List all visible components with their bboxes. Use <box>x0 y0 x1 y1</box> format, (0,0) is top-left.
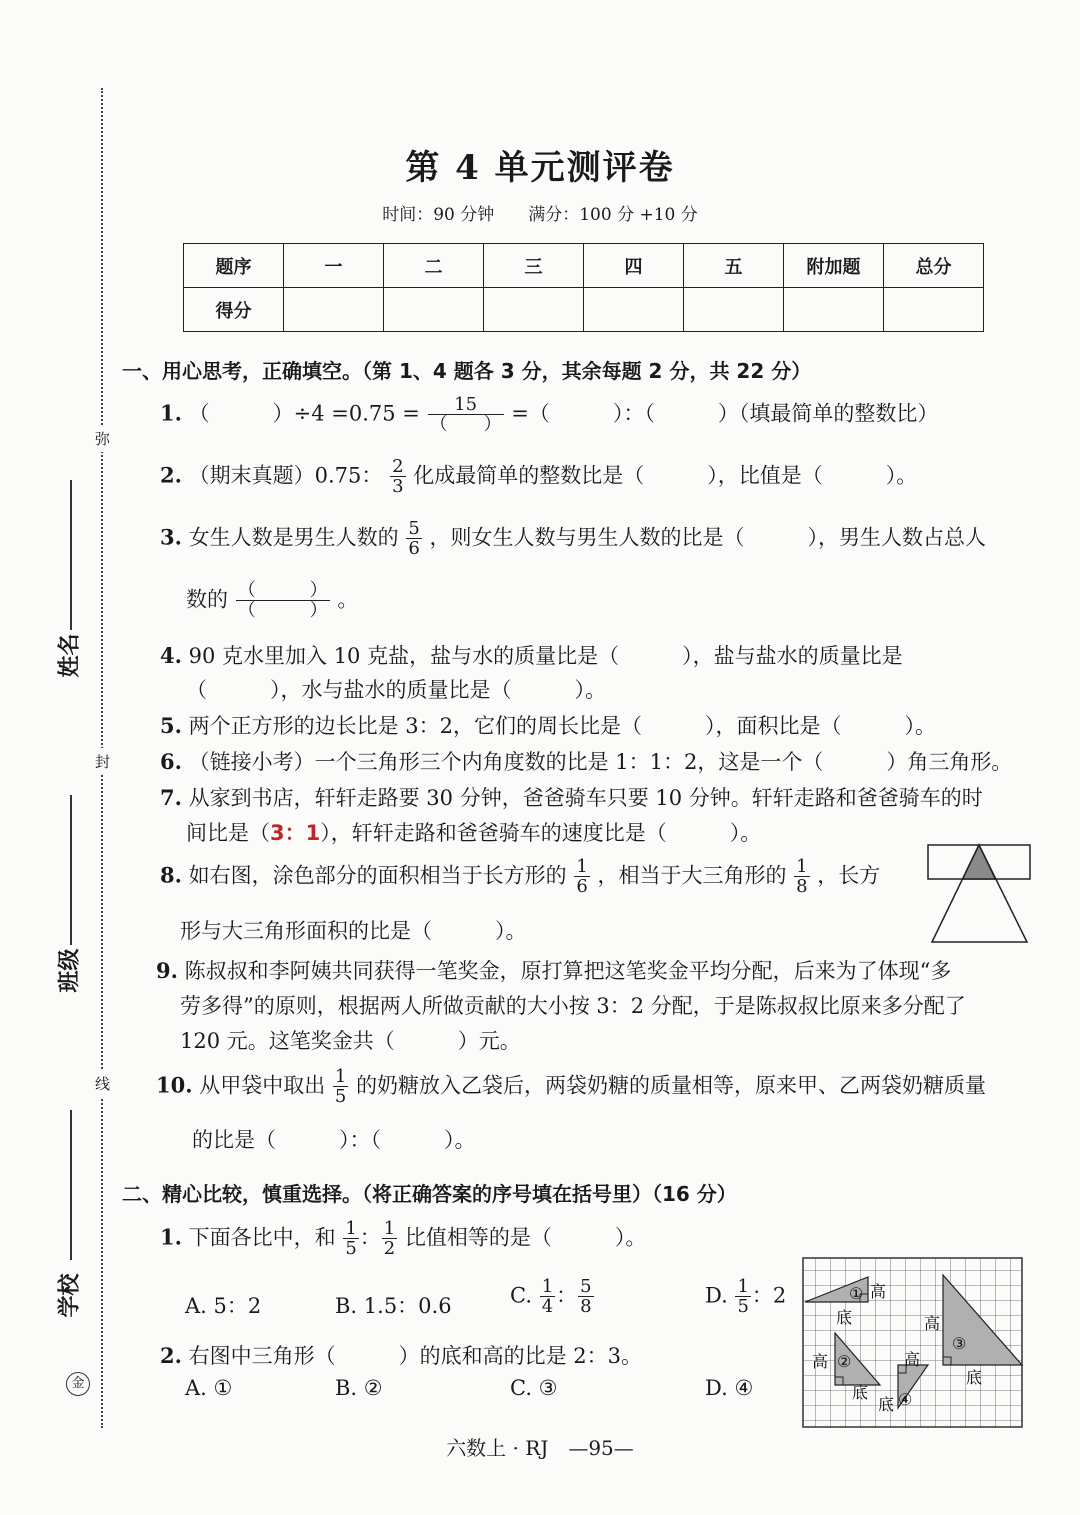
question-text: 女生人数是男生人数的 <box>188 525 399 550</box>
fraction <box>428 396 504 434</box>
header-cell: 二 <box>384 244 484 288</box>
question-1-10 <box>156 1068 986 1106</box>
question-text: =（ ）：（ ）（填最简单的整数比） <box>511 401 939 426</box>
question-text: ，则女生人数与男生人数的比是（ ），男生人数占总人 <box>429 525 986 550</box>
fraction <box>794 858 809 896</box>
section-2-heading: 二、精心比较，慎重选择。（将正确答案的序号填在括号里）（16 分） <box>122 1182 737 1206</box>
question-1-7-cont <box>186 817 761 847</box>
question-number: 10. <box>156 1072 193 1098</box>
denominator: 6 <box>576 876 588 897</box>
question-text: 右图中三角形（ ）的底和高的比是 2：3。 <box>188 1344 643 1368</box>
header-cell: 附加题 <box>784 244 884 288</box>
ratio-colon: ： <box>359 1225 381 1250</box>
question-number: 4. <box>160 643 182 668</box>
option-b[interactable]: B. ② <box>335 1376 383 1400</box>
triangle-2-label: ② <box>837 1352 852 1371</box>
exam-info: 时间：90 分钟 满分：100 分 +10 分 <box>382 205 698 225</box>
fraction <box>578 1278 593 1316</box>
header-cell: 四 <box>584 244 684 288</box>
numerator: （ ） <box>237 580 328 601</box>
numerator: 1 <box>737 1276 749 1297</box>
question-text: 比值相等的是（ ）。 <box>404 1225 647 1250</box>
denominator: 5 <box>737 1296 749 1317</box>
base-label: 底 <box>836 1308 853 1327</box>
question-number: 1. <box>160 400 182 426</box>
question-1-9-cont: 劳多得”的原则，根据两人所做贡献的大小按 3：2 分配，于是陈叔叔比原来多分配了 <box>180 994 966 1018</box>
seal-mark-feng: 封 <box>95 748 110 775</box>
name-blank-line <box>70 480 72 630</box>
header-cell: 五 <box>684 244 784 288</box>
numerator: 1 <box>796 856 808 877</box>
publisher-logo: 金 <box>66 1372 90 1396</box>
question-text: 陈叔叔和李阿姨共同获得一笔奖金，原打算把这笔奖金平均分配，后来为了体现“多 <box>184 959 952 983</box>
score-input-cell[interactable] <box>284 288 384 332</box>
ratio-colon: ： <box>556 1283 578 1308</box>
question-text: 从甲袋中取出 <box>199 1073 326 1098</box>
question-number: 2. <box>160 1343 182 1368</box>
denominator: （ ） <box>237 600 328 621</box>
numerator: 1 <box>334 1066 347 1087</box>
question-number: 5. <box>160 713 182 738</box>
question-number: 3. <box>160 524 182 550</box>
option-prefix: C. <box>510 1283 532 1308</box>
question-1-5 <box>160 710 936 740</box>
question-number: 6. <box>160 749 182 774</box>
question-1-9-cont2: 120 元。这笔奖金共（ ）元。 <box>180 1029 521 1053</box>
question-text: 如右图，涂色部分的面积相当于长方形的 <box>188 863 567 888</box>
fraction <box>390 458 405 496</box>
question-1-10-cont: 的比是（ ）：（ ）。 <box>192 1128 476 1152</box>
question-number: 2. <box>160 462 182 488</box>
numerator: 2 <box>392 456 404 477</box>
question-text: ），轩轩走路和爸爸骑车的速度比是（ ）。 <box>320 821 762 845</box>
question-text: 两个正方形的边长比是 3：2，它们的周长比是（ ），面积比是（ ）。 <box>188 714 937 738</box>
question-text: 从家到书店，轩轩走路要 30 分钟，爸爸骑车只要 10 分钟。轩轩走路和爸爸骑车的时 <box>188 786 983 810</box>
triangle-grid-figure <box>800 1255 1025 1430</box>
option-suffix: ：2 <box>751 1283 787 1308</box>
fraction <box>735 1278 750 1316</box>
triangle-1-label: ① <box>849 1284 864 1303</box>
question-text: 的奶糖放入乙袋后，两袋奶糖的质量相等，原来甲、乙两袋奶糖质量 <box>356 1073 987 1098</box>
question-number: 9. <box>156 958 178 983</box>
denominator: 2 <box>383 1238 396 1259</box>
question-text: 间比是（ <box>186 821 270 845</box>
question-text: （期末真题）0.75： <box>188 463 383 488</box>
score-input-cell[interactable] <box>384 288 484 332</box>
page-title: 第 4 单元测评卷 <box>405 148 675 188</box>
header-cell: 总分 <box>884 244 984 288</box>
fraction <box>333 1068 348 1106</box>
score-input-cell[interactable] <box>484 288 584 332</box>
triangle-3-label: ③ <box>952 1334 967 1353</box>
option-d[interactable]: D. ④ <box>705 1376 754 1400</box>
question-text: （ ）÷4 =0.75 = <box>188 401 420 426</box>
question-1-7 <box>160 782 983 812</box>
fraction <box>406 520 421 558</box>
numerator: 1 <box>576 856 588 877</box>
question-number: 8. <box>160 862 182 888</box>
option-c[interactable]: C. ③ <box>510 1376 558 1400</box>
section-1-heading: 一、用心思考，正确填空。（第 1、4 题各 3 分，其余每题 2 分，共 22 分） <box>122 359 812 383</box>
fraction <box>574 858 589 896</box>
question-text: （链接小考）一个三角形三个内角度数的比是 1：1：2，这是一个（ ）角三角形。 <box>188 750 1013 774</box>
height-label: 高 <box>924 1314 941 1333</box>
height-label: 高 <box>812 1352 829 1371</box>
page-footer: 六数上 · RJ —95— <box>446 1436 634 1460</box>
seal-mark-mi: 弥 <box>95 425 110 452</box>
score-input-cell[interactable] <box>584 288 684 332</box>
name-label: 姓名 <box>57 633 83 678</box>
rectangle-triangle-figure <box>925 842 1035 947</box>
handwritten-answer: 3：1 <box>270 821 321 845</box>
question-number: 7. <box>160 785 182 810</box>
question-number: 1. <box>160 1224 182 1250</box>
numerator: 1 <box>345 1218 357 1239</box>
numerator: 1 <box>541 1276 554 1297</box>
header-cell: 三 <box>484 244 584 288</box>
fraction <box>343 1220 358 1258</box>
question-text: 下面各比中，和 <box>188 1225 336 1250</box>
question-1-4-cont: （ ），水与盐水的质量比是（ ）。 <box>186 678 606 702</box>
denominator: 8 <box>580 1296 592 1317</box>
question-1-2 <box>160 458 917 496</box>
triangle-4-label: ④ <box>898 1390 913 1409</box>
option-prefix: D. <box>705 1283 728 1308</box>
base-label: 底 <box>878 1395 895 1414</box>
height-label: 高 <box>904 1350 921 1369</box>
school-label: 学校 <box>57 1273 83 1318</box>
class-label: 班级 <box>57 948 83 993</box>
question-1-3 <box>160 520 986 558</box>
height-label: 高 <box>870 1282 887 1301</box>
numerator: 5 <box>408 518 420 539</box>
question-text: 化成最简单的整数比是（ ），比值是（ ）。 <box>413 463 918 488</box>
question-2-2 <box>160 1340 642 1370</box>
base-label: 底 <box>852 1383 869 1402</box>
numerator: 15 <box>454 394 478 415</box>
score-table-score-row <box>184 288 984 332</box>
numerator: 1 <box>383 1218 396 1239</box>
question-2-1 <box>160 1220 646 1258</box>
question-text: ，长方 <box>817 863 881 888</box>
fraction <box>382 1220 397 1258</box>
question-text: ，相当于大三角形的 <box>597 863 787 888</box>
header-cell: 题序 <box>184 244 284 288</box>
question-1-9 <box>156 955 951 985</box>
school-blank-line <box>70 1110 72 1260</box>
question-1-8 <box>160 858 880 896</box>
score-table <box>183 243 984 332</box>
row-label: 得分 <box>184 288 284 332</box>
score-input-cell[interactable] <box>684 288 784 332</box>
seal-mark-xian: 线 <box>95 1070 110 1097</box>
denominator: 5 <box>345 1238 357 1259</box>
option-d[interactable] <box>705 1278 786 1316</box>
score-table-header-row <box>184 244 984 288</box>
question-1-3-cont <box>186 582 358 620</box>
option-a[interactable]: A. 5：2 <box>185 1294 262 1318</box>
numerator: 5 <box>580 1276 592 1297</box>
denominator: 3 <box>392 476 404 497</box>
class-blank-line <box>70 795 72 945</box>
question-1-8-cont: 形与大三角形面积的比是（ ）。 <box>180 919 527 943</box>
denominator: 4 <box>541 1296 554 1317</box>
denominator: 8 <box>796 876 808 897</box>
option-b[interactable]: B. 1.5：0.6 <box>335 1294 452 1318</box>
base-label: 底 <box>966 1368 983 1387</box>
score-input-cell[interactable] <box>884 288 984 332</box>
header-cell: 一 <box>284 244 384 288</box>
denominator: （ ） <box>429 414 502 435</box>
score-input-cell[interactable] <box>784 288 884 332</box>
question-text: 90 克水里加入 10 克盐，盐与水的质量比是（ ），盐与盐水的质量比是 <box>188 644 903 668</box>
question-1-1 <box>160 396 938 434</box>
fraction <box>540 1278 555 1316</box>
fraction <box>236 582 330 620</box>
question-1-4 <box>160 640 903 670</box>
denominator: 5 <box>334 1086 347 1107</box>
question-1-6 <box>160 746 1012 776</box>
option-a[interactable]: A. ① <box>185 1376 233 1400</box>
option-c[interactable] <box>510 1278 595 1316</box>
question-text: 。 <box>337 587 359 612</box>
question-text: 数的 <box>186 587 228 612</box>
denominator: 6 <box>408 538 420 559</box>
